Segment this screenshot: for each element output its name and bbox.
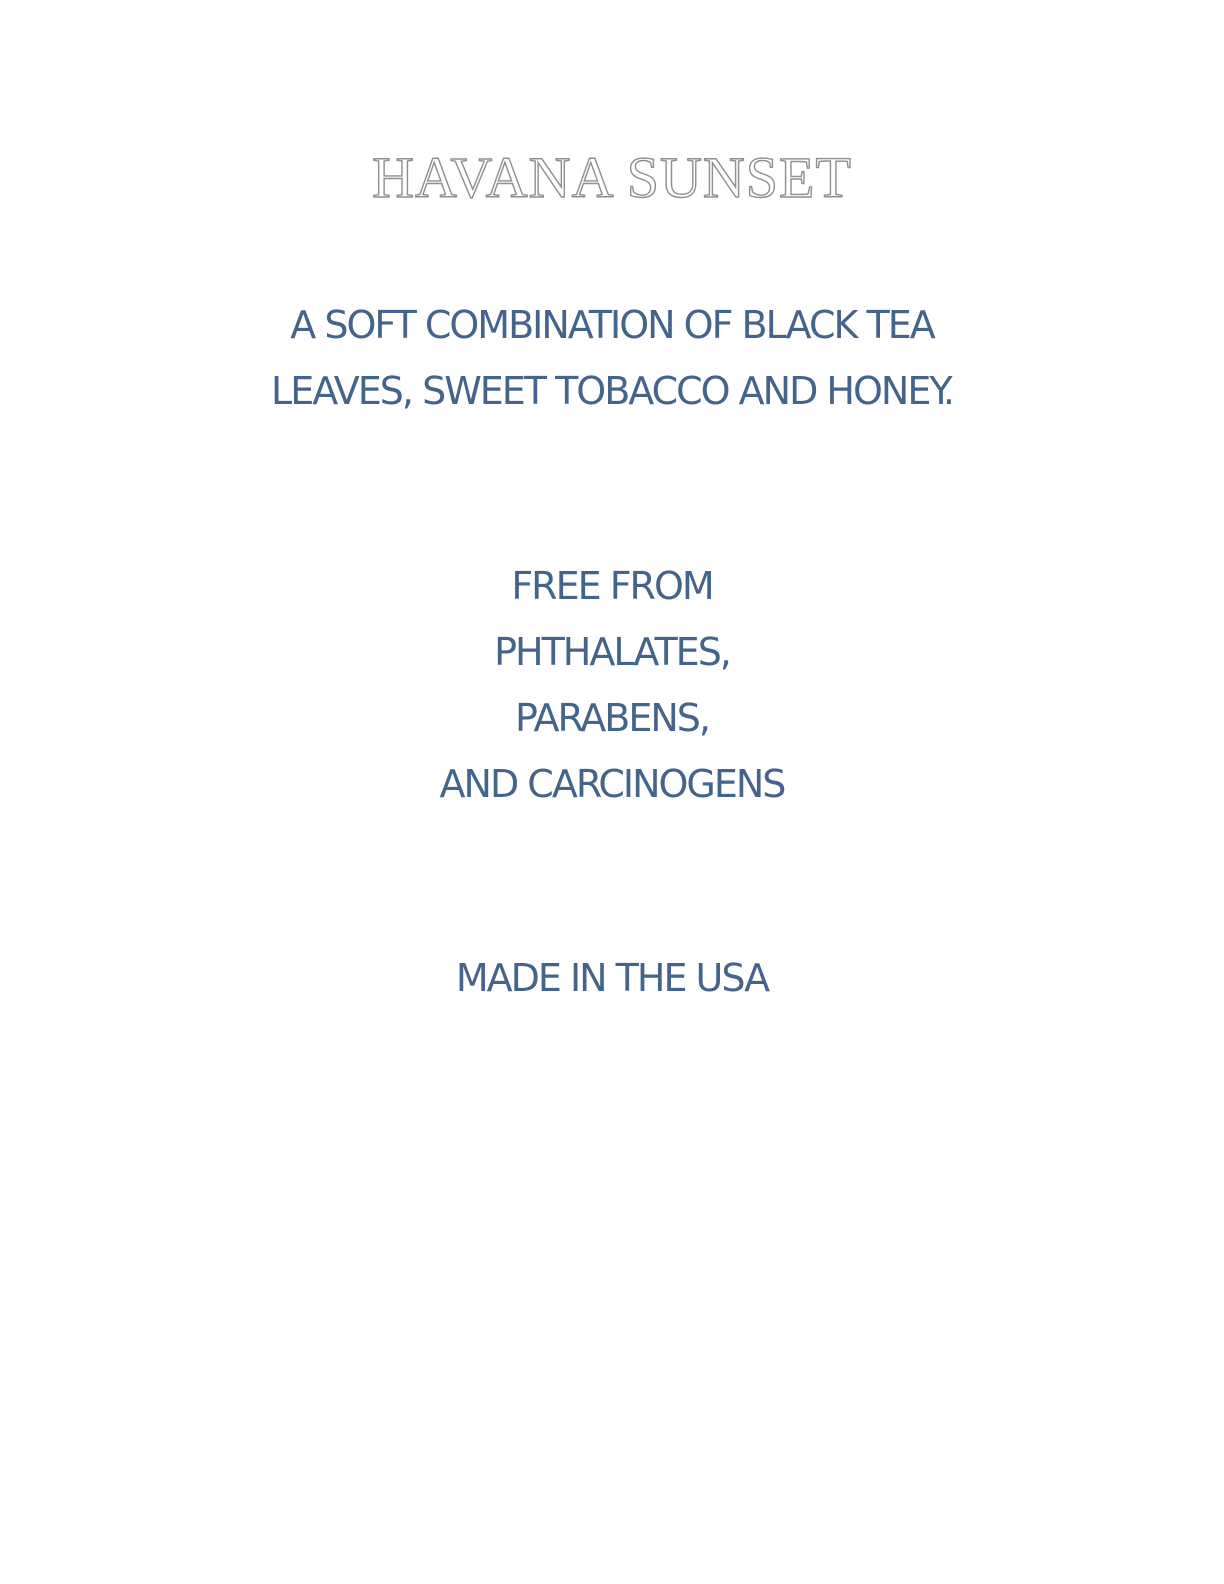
- made-in-text: MADE IN THE USA: [455, 956, 769, 1000]
- free-from-item: PARABENS,: [514, 696, 710, 740]
- free-from-heading: FREE FROM: [511, 564, 713, 608]
- product-title: HAVANA SUNSET: [372, 145, 852, 210]
- description-line: A SOFT COMBINATION OF BLACK TEA: [290, 303, 934, 347]
- product-description: [0, 292, 1224, 424]
- free-from-item: AND CARCINOGENS: [439, 762, 785, 806]
- free-from-list: [0, 553, 1224, 817]
- free-from-item: PHTHALATES,: [494, 630, 730, 674]
- origin-statement: [0, 945, 1224, 1011]
- description-line: LEAVES, SWEET TOBACCO AND HONEY.: [271, 369, 953, 413]
